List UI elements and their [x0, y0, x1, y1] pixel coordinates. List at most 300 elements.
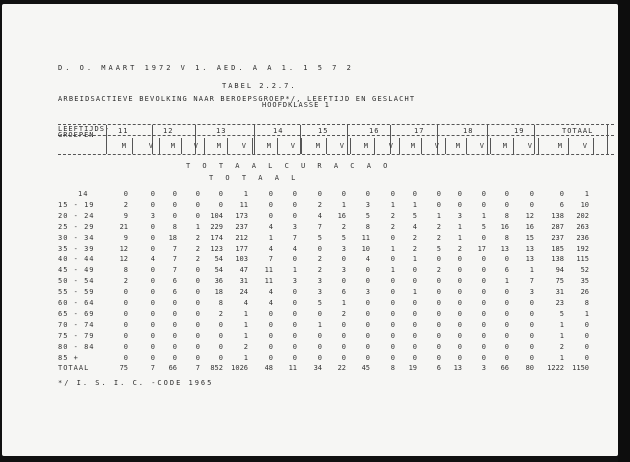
table-cell: 0	[529, 299, 534, 307]
table-cell: 1	[457, 233, 462, 242]
table-cell: 18	[214, 288, 223, 297]
table-cell: 1	[412, 288, 417, 297]
table-cell: 0	[390, 255, 395, 264]
table-cell: 138	[551, 211, 564, 220]
table-cell: 0	[365, 277, 370, 286]
table-cell: 0	[436, 288, 441, 297]
table-cell: 2	[436, 222, 441, 231]
table-cell: 115	[576, 255, 589, 264]
table-cell: 0	[195, 200, 200, 209]
group-header-5: 15	[318, 127, 329, 135]
table-cell: 0	[584, 320, 589, 329]
table-cell: 0	[218, 353, 223, 362]
table-cell: 1	[412, 255, 417, 264]
table-cell: 7	[268, 255, 273, 264]
table-cell: 12	[119, 255, 128, 264]
table-cell: 2	[457, 244, 462, 253]
table-cell: 0	[150, 233, 155, 242]
table-cell: 0	[529, 190, 534, 198]
table-cell: 0	[317, 244, 322, 253]
table-cell: 0	[481, 320, 486, 329]
footnote: */ I. S. I. C. -CODE 1965	[58, 379, 214, 387]
scan-edge	[618, 0, 630, 462]
row-label: 60 - 64	[58, 299, 95, 307]
table-cell: 12	[119, 244, 128, 253]
table-cell: 0	[481, 200, 486, 209]
table-cell: 0	[268, 342, 273, 351]
table-cell: 0	[195, 266, 200, 275]
table-cell: 287	[551, 222, 564, 231]
table-cell: 6	[559, 200, 564, 209]
table-cell: 1	[243, 331, 248, 340]
table-cell: 2	[243, 342, 248, 351]
table-cell: 13	[525, 244, 534, 253]
sex-header-3: M	[170, 142, 175, 150]
table-cell: 0	[268, 320, 273, 329]
table-cell: 0	[584, 353, 589, 362]
table-cell: 1	[243, 309, 248, 318]
row-label: 35 - 39	[58, 244, 95, 253]
table-cell: 0	[481, 353, 486, 362]
table-cell: 11	[264, 266, 273, 275]
table-cell: 5	[365, 211, 370, 220]
column-divider	[347, 125, 348, 154]
table-cell: 0	[292, 353, 297, 362]
table-cell: 5	[317, 233, 322, 242]
table-cell: 0	[481, 299, 486, 307]
table-cell: 0	[412, 342, 417, 351]
table-cell: 1222	[547, 364, 564, 372]
table-cell: 0	[292, 331, 297, 340]
sex-divider	[132, 138, 133, 154]
row-label: 50 - 54	[58, 277, 95, 286]
table-cell: 52	[580, 266, 589, 275]
table-cell: 7	[317, 222, 322, 231]
table-cell: 0	[436, 309, 441, 318]
table-cell: 236	[576, 233, 589, 242]
table-cell: 6	[172, 277, 177, 286]
sex-header-11: M	[363, 142, 368, 150]
table-cell: 0	[390, 320, 395, 329]
table-cell: 2	[218, 309, 223, 318]
table-cell: 54	[214, 266, 223, 275]
table-cell: 0	[436, 277, 441, 286]
group-header-1: 11	[118, 127, 129, 135]
table-cell: 0	[529, 342, 534, 351]
table-cell: 0	[390, 353, 395, 362]
sex-header-17: M	[502, 142, 507, 150]
table-cell: 123	[210, 244, 223, 253]
section-label-curacao: T O T A A L C U R A C A O	[186, 162, 392, 170]
table-cell: 4	[292, 244, 297, 253]
table-cell: 0	[481, 331, 486, 340]
table-cell: 104	[210, 211, 223, 220]
table-cell: 0	[457, 190, 462, 198]
table-cell: 0	[218, 342, 223, 351]
table-cell: 4	[412, 222, 417, 231]
table-cell: 0	[172, 309, 177, 318]
table-cell: 1	[243, 320, 248, 329]
table-cell: 0	[123, 190, 128, 198]
column-divider	[106, 125, 107, 154]
sex-divider	[538, 138, 539, 154]
group-header-2: 12	[163, 127, 174, 135]
row-header-line2: GROEPEN	[58, 131, 95, 139]
table-cell: 0	[436, 299, 441, 307]
table-cell: 10	[580, 200, 589, 209]
table-cell: 0	[457, 309, 462, 318]
table-cell: 11	[361, 233, 370, 242]
table-cell: 8	[172, 222, 177, 231]
table-cell: 0	[341, 353, 346, 362]
table-cell: 1	[243, 190, 248, 198]
table-cell: 2	[390, 222, 395, 231]
table-cell: 212	[235, 233, 248, 242]
table-cell: 0	[504, 255, 509, 264]
table-cell: 0	[218, 190, 223, 198]
table-cell: 7	[195, 364, 200, 372]
table-cell: 4	[365, 255, 370, 264]
table-cell: 2	[436, 233, 441, 242]
table-cell: 94	[555, 266, 564, 275]
table-cell: 31	[239, 277, 248, 286]
section-label-total: T O T A A L	[209, 174, 300, 182]
table-cell: 0	[529, 353, 534, 362]
table-cell: 0	[341, 331, 346, 340]
table-cell: 1	[341, 299, 346, 307]
table-cell: 1	[243, 353, 248, 362]
table-cell: 3	[365, 200, 370, 209]
table-cell: 48	[264, 364, 273, 372]
table-cell: 0	[150, 222, 155, 231]
table-cell: 0	[123, 309, 128, 318]
table-cell: 3	[341, 244, 346, 253]
table-cell: 0	[195, 277, 200, 286]
group-header-10: TOTAAL	[562, 127, 594, 135]
table-cell: 8	[390, 364, 395, 372]
sex-header-1: M	[121, 142, 126, 150]
table-cell: 0	[481, 233, 486, 242]
table-cell: 263	[576, 222, 589, 231]
table-cell: 0	[559, 190, 564, 198]
table-cell: 0	[150, 200, 155, 209]
table-cell: 34	[313, 364, 322, 372]
table-cell: 47	[239, 266, 248, 275]
table-cell: 0	[481, 266, 486, 275]
table-cell: 192	[576, 244, 589, 253]
table-cell: 4	[243, 299, 248, 307]
row-label: 30 - 34	[58, 233, 95, 242]
table-cell: 0	[504, 342, 509, 351]
table-cell: 5	[317, 299, 322, 307]
row-label: TOTAAL	[58, 364, 90, 372]
table-cell: 4	[150, 255, 155, 264]
table-cell: 7	[172, 244, 177, 253]
table-cell: 0	[365, 342, 370, 351]
table-cell: 26	[580, 288, 589, 297]
table-cell: 2	[412, 244, 417, 253]
table-cell: 3	[365, 288, 370, 297]
table-cell: 1	[457, 222, 462, 231]
table-cell: 0	[481, 277, 486, 286]
sex-header-7: M	[266, 142, 271, 150]
table-cell: 3	[292, 277, 297, 286]
table-cell: 0	[317, 342, 322, 351]
table-cell: 0	[481, 342, 486, 351]
table-cell: 0	[365, 320, 370, 329]
table-cell: 12	[525, 211, 534, 220]
table-cell: 3	[341, 266, 346, 275]
table-cell: 0	[172, 353, 177, 362]
sex-header-5: M	[216, 142, 221, 150]
table-cell: 0	[481, 288, 486, 297]
table-cell: 0	[457, 266, 462, 275]
row-header-line1: LEEFTIJDS-	[58, 125, 111, 133]
table-cell: 7	[529, 277, 534, 286]
table-cell: 0	[457, 255, 462, 264]
table-cell: 1	[584, 190, 589, 198]
group-header-6: 16	[369, 127, 380, 135]
table-cell: 202	[576, 211, 589, 220]
table-cell: 0	[504, 309, 509, 318]
table-cell: 2	[559, 342, 564, 351]
table-cell: 0	[365, 190, 370, 198]
table-cell: 237	[235, 222, 248, 231]
table-cell: 0	[268, 331, 273, 340]
table-cell: 3	[317, 288, 322, 297]
table-cell: 0	[457, 342, 462, 351]
table-cell: 24	[239, 288, 248, 297]
table-cell: 18	[168, 233, 177, 242]
sex-header-16: V	[479, 142, 484, 150]
table-cell: 0	[504, 320, 509, 329]
table-cell: 35	[580, 277, 589, 286]
header-rule-mid	[58, 135, 614, 136]
table-cell: 0	[292, 342, 297, 351]
table-cell: 15	[525, 233, 534, 242]
table-cell: 0	[150, 288, 155, 297]
header-line: D. O. MAART 1972 V 1. AED. A A 1. 1 5 7 2	[58, 64, 354, 72]
table-cell: 0	[292, 309, 297, 318]
table-cell: 0	[436, 320, 441, 329]
table-cell: 0	[150, 190, 155, 198]
table-cell: 0	[268, 353, 273, 362]
table-cell: 0	[292, 200, 297, 209]
table-cell: 1	[292, 266, 297, 275]
table-cell: 0	[390, 331, 395, 340]
table-cell: 5	[481, 222, 486, 231]
table-cell: 36	[214, 277, 223, 286]
group-header-7: 17	[414, 127, 425, 135]
table-cell: 0	[317, 331, 322, 340]
table-cell: 4	[317, 211, 322, 220]
group-header-9: 19	[514, 127, 525, 135]
sex-header-9: M	[315, 142, 320, 150]
table-cell: 1	[504, 277, 509, 286]
table-cell: 174	[210, 233, 223, 242]
table-cell: 0	[412, 277, 417, 286]
table-cell: 0	[150, 342, 155, 351]
table-cell: 1	[559, 320, 564, 329]
table-cell: 4	[268, 299, 273, 307]
table-cell: 0	[390, 309, 395, 318]
table-cell: 0	[172, 200, 177, 209]
table-cell: 4	[268, 244, 273, 253]
table-cell: 0	[195, 299, 200, 307]
table-cell: 0	[195, 320, 200, 329]
table-cell: 0	[504, 190, 509, 198]
table-cell: 22	[337, 364, 346, 372]
table-cell: 0	[481, 309, 486, 318]
table-cell: 9	[123, 233, 128, 242]
table-cell: 0	[172, 331, 177, 340]
table-cell: 3	[317, 277, 322, 286]
table-cell: 2	[195, 255, 200, 264]
table-cell: 0	[504, 353, 509, 362]
table-cell: 0	[457, 277, 462, 286]
table-cell: 0	[436, 342, 441, 351]
table-cell: 0	[390, 299, 395, 307]
table-cell: 0	[218, 331, 223, 340]
table-cell: 0	[341, 320, 346, 329]
table-cell: 0	[457, 320, 462, 329]
table-cell: 5	[341, 233, 346, 242]
column-divider	[534, 125, 535, 154]
table-cell: 5	[412, 211, 417, 220]
table-cell: 0	[390, 277, 395, 286]
table-cell: 0	[584, 342, 589, 351]
table-cell: 138	[551, 255, 564, 264]
table-cell: 2	[341, 309, 346, 318]
table-cell: 2	[195, 233, 200, 242]
header-rule-bottom	[58, 154, 614, 155]
table-cell: 1	[390, 200, 395, 209]
table-cell: 185	[551, 244, 564, 253]
table-cell: 0	[172, 342, 177, 351]
sex-header-2: V	[148, 142, 153, 150]
table-cell: 2	[436, 266, 441, 275]
table-cell: 13	[525, 255, 534, 264]
sex-header-19: M	[557, 142, 562, 150]
table-cell: 0	[436, 190, 441, 198]
table-cell: 16	[525, 222, 534, 231]
table-cell: 0	[529, 320, 534, 329]
table-cell: 1026	[231, 364, 248, 372]
table-cell: 0	[123, 353, 128, 362]
table-cell: 8	[365, 222, 370, 231]
table-cell: 9	[123, 211, 128, 220]
table-cell: 2	[390, 211, 395, 220]
table-cell: 0	[341, 255, 346, 264]
table-cell: 0	[292, 211, 297, 220]
table-cell: 8	[504, 211, 509, 220]
table-cell: 1	[317, 320, 322, 329]
table-cell: 0	[150, 320, 155, 329]
table-cell: 0	[365, 309, 370, 318]
table-cell: 0	[172, 190, 177, 198]
table-cell: 7	[292, 233, 297, 242]
table-cell: 0	[529, 200, 534, 209]
table-cell: 0	[218, 200, 223, 209]
row-label: 14	[78, 190, 89, 198]
table-cell: 0	[390, 190, 395, 198]
table-cell: 177	[235, 244, 248, 253]
table-cell: 0	[123, 288, 128, 297]
table-cell: 0	[390, 342, 395, 351]
table-cell: 0	[365, 353, 370, 362]
table-cell: 0	[390, 233, 395, 242]
table-cell: 21	[119, 222, 128, 231]
table-cell: 0	[172, 299, 177, 307]
table-cell: 0	[365, 299, 370, 307]
table-cell: 0	[150, 331, 155, 340]
header-rule-top	[58, 124, 614, 125]
table-cell: 0	[436, 353, 441, 362]
table-cell: 2	[123, 277, 128, 286]
table-cell: 1	[390, 266, 395, 275]
table-cell: 2	[123, 200, 128, 209]
table-cell: 1150	[572, 364, 589, 372]
table-cell: 0	[172, 320, 177, 329]
sex-header-14: V	[434, 142, 439, 150]
table-cell: 0	[218, 320, 223, 329]
table-cell: 0	[412, 331, 417, 340]
table-cell: 2	[195, 244, 200, 253]
table-cell: 6	[504, 266, 509, 275]
column-divider	[487, 125, 488, 154]
table-number: TABEL 2.2.7.	[222, 82, 297, 90]
table-cell: 103	[235, 255, 248, 264]
table-cell: 0	[123, 342, 128, 351]
table-cell: 6	[341, 288, 346, 297]
table-cell: 0	[504, 299, 509, 307]
table-cell: 1	[559, 353, 564, 362]
sex-header-6: V	[241, 142, 246, 150]
table-cell: 11	[288, 364, 297, 372]
sex-header-20: V	[582, 142, 587, 150]
table-cell: 80	[525, 364, 534, 372]
sex-header-13: M	[410, 142, 415, 150]
table-cell: 0	[412, 190, 417, 198]
table-cell: 0	[390, 288, 395, 297]
table-cell: 6	[436, 364, 441, 372]
sex-header-12: V	[388, 142, 393, 150]
table-cell: 0	[412, 309, 417, 318]
table-cell: 0	[365, 331, 370, 340]
table-cell: 0	[195, 353, 200, 362]
table-cell: 0	[412, 353, 417, 362]
table-cell: 0	[268, 211, 273, 220]
table-cell: 173	[235, 211, 248, 220]
table-cell: 23	[555, 299, 564, 307]
table-cell: 0	[268, 309, 273, 318]
table-cell: 0	[150, 309, 155, 318]
column-divider	[607, 125, 608, 154]
table-cell: 8	[504, 233, 509, 242]
table-cell: 2	[317, 200, 322, 209]
table-cell: 75	[555, 277, 564, 286]
table-cell: 0	[292, 190, 297, 198]
table-cell: 0	[268, 200, 273, 209]
table-cell: 5	[559, 309, 564, 318]
table-cell: 229	[210, 222, 223, 231]
table-cell: 66	[500, 364, 509, 372]
row-label: 75 - 79	[58, 331, 95, 340]
table-cell: 0	[268, 190, 273, 198]
table-cell: 0	[195, 211, 200, 220]
table-cell: 0	[150, 353, 155, 362]
table-cell: 1	[268, 233, 273, 242]
